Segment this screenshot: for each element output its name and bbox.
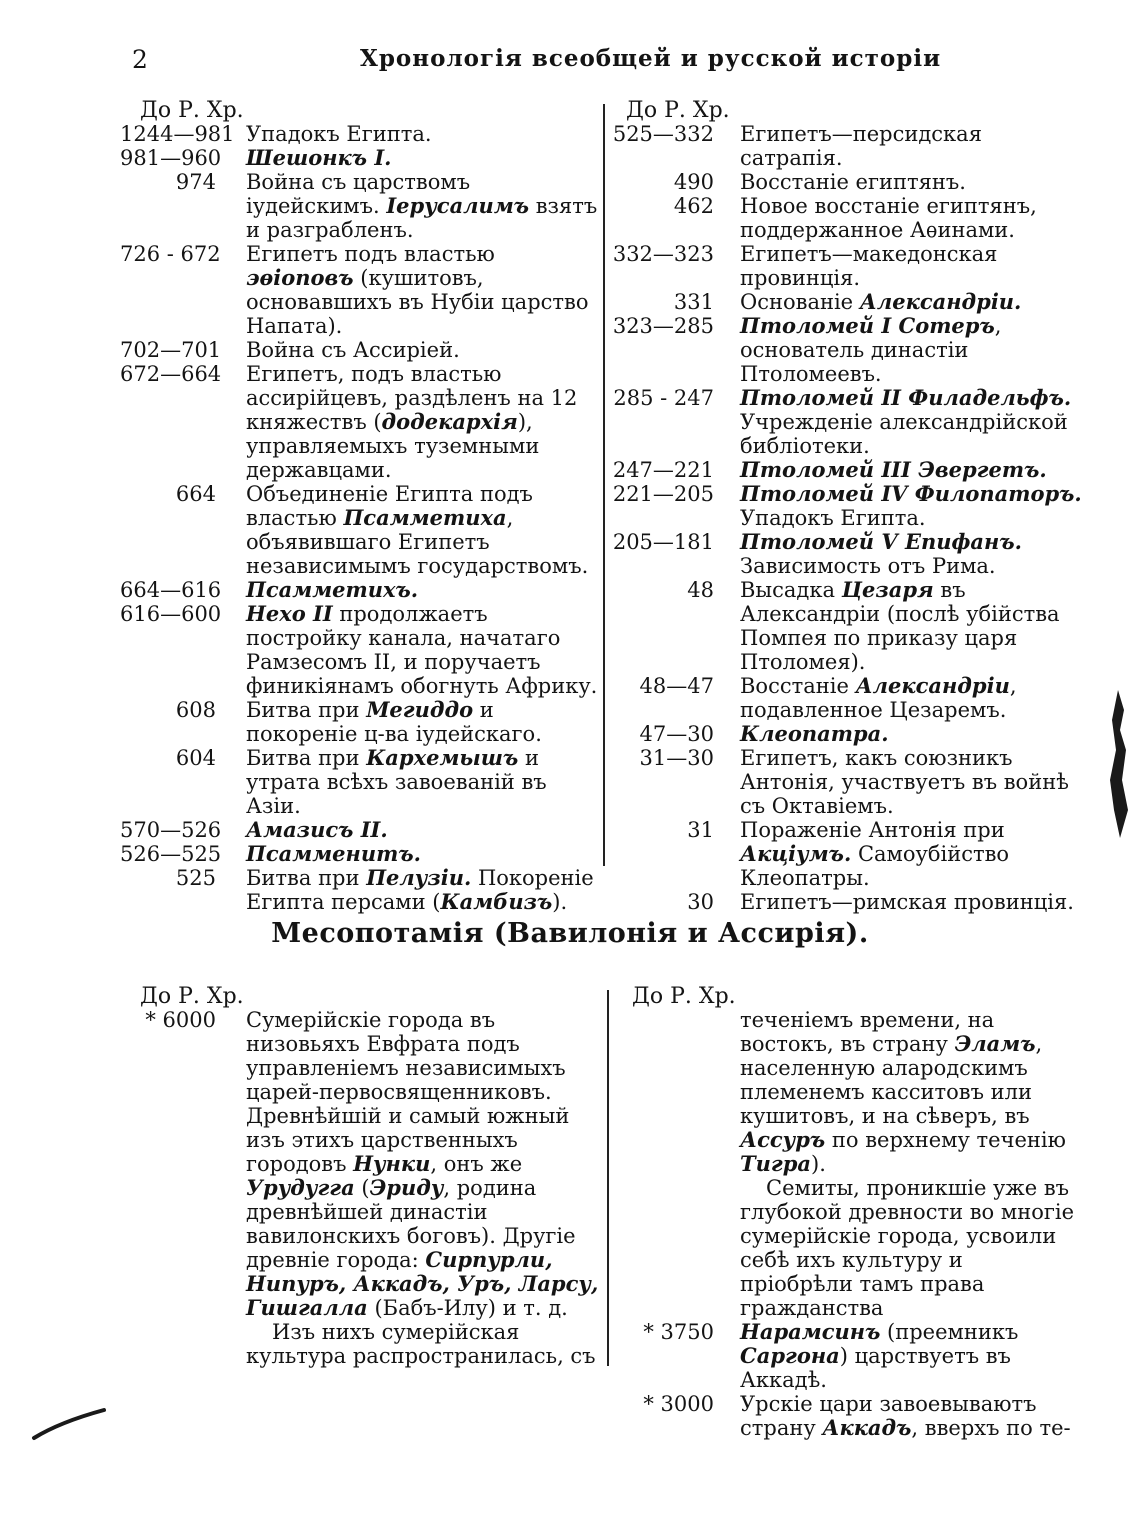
entry-text: Семиты, проникшіе уже въ глубокой древности во многіе сумерійскіе города, усвоили себѣ ихъ культуру и пріобрѣли тамъ права гражданства bbox=[740, 1176, 1075, 1320]
chronology-entry bbox=[120, 578, 600, 602]
entry-date: 1244—981 bbox=[120, 122, 235, 146]
entry-date: 332—323 bbox=[612, 242, 714, 266]
meso-left-column-label: До Р. Хр. bbox=[140, 984, 244, 1009]
chronology-entry bbox=[612, 458, 1082, 482]
meso-column-rule bbox=[607, 990, 609, 1366]
entry-text: Клеопатра. bbox=[740, 721, 889, 746]
chronology-entry bbox=[120, 602, 600, 698]
chronology-entry bbox=[612, 1392, 1082, 1440]
ink-smudge-mark bbox=[1098, 690, 1138, 840]
chronology-entry bbox=[120, 482, 600, 578]
entry-date: 726 - 672 bbox=[120, 242, 221, 266]
entry-date: 604 bbox=[175, 746, 216, 770]
egypt-left-column-label: До Р. Хр. bbox=[140, 98, 244, 123]
chronology-entry bbox=[120, 170, 600, 242]
entry-date: * 6000 bbox=[145, 1008, 216, 1032]
chronology-entry bbox=[612, 290, 1082, 314]
entry-text: Война съ царствомъ іудейскимъ. Іерусалимъ взятъ и разграбленъ. bbox=[246, 170, 598, 242]
entry-date: 30 bbox=[687, 890, 714, 914]
entry-date: 48 bbox=[687, 578, 714, 602]
entry-date: 672—664 bbox=[120, 362, 222, 386]
entry-date: 323—285 bbox=[612, 314, 714, 338]
entry-text: Битва при Пелузіи. Покореніе Египта персами (Камбизъ). bbox=[246, 865, 594, 914]
entry-text: Птоломей IV Филопаторъ. Упадокъ Египта. bbox=[740, 481, 1082, 530]
entry-date: 462 bbox=[673, 194, 714, 218]
chronology-entry bbox=[120, 698, 600, 746]
entry-date: * 3750 bbox=[643, 1320, 714, 1344]
entry-date: 981—960 bbox=[120, 146, 222, 170]
egypt-left-column bbox=[120, 122, 600, 914]
running-head: Хронологія всеобщей и русской исторіи bbox=[360, 45, 942, 72]
entry-text: Египетъ—персидская сатрапія. bbox=[740, 122, 982, 170]
meso-left-column bbox=[120, 1008, 600, 1368]
entry-text: Упадокъ Египта. bbox=[246, 122, 432, 146]
entry-date: 48—47 bbox=[639, 674, 714, 698]
egypt-right-column-label: До Р. Хр. bbox=[626, 98, 730, 123]
entry-text: Основаніе Александріи. bbox=[740, 289, 1022, 314]
chronology-entry bbox=[612, 314, 1082, 386]
chronology-entry bbox=[612, 122, 1082, 170]
entry-date: 331 bbox=[673, 290, 714, 314]
entry-text: Египетъ—римская провинція. bbox=[740, 890, 1074, 914]
entry-text: Война съ Ассиріей. bbox=[246, 338, 460, 362]
chronology-entry bbox=[612, 890, 1082, 914]
chronology-entry bbox=[120, 842, 600, 866]
chronology-entry bbox=[120, 122, 600, 146]
chronology-entry bbox=[612, 386, 1082, 458]
chronology-entry bbox=[612, 1008, 1082, 1176]
chronology-entry bbox=[120, 146, 600, 170]
entry-date: * 3000 bbox=[643, 1392, 714, 1416]
entry-date: 205—181 bbox=[612, 530, 714, 554]
chronology-entry bbox=[612, 674, 1082, 722]
entry-date: 47—30 bbox=[639, 722, 714, 746]
entry-text: Птоломей III Эвергетъ. bbox=[740, 457, 1047, 482]
chronology-entry bbox=[612, 746, 1082, 818]
egypt-column-rule bbox=[603, 104, 605, 866]
entry-text: Птоломей V Епифанъ. Зависимость отъ Рима. bbox=[740, 529, 1022, 578]
entry-text: Нарамсинъ (преемникъ Саргона) царствуетъ въ Аккадѣ. bbox=[740, 1319, 1019, 1392]
entry-text: Урскіе цари завоевываютъ страну Аккадъ, вверхъ по те- bbox=[740, 1392, 1071, 1440]
entry-text: Египетъ подъ властью эѳіоповъ (кушитовъ, основавшихъ въ Нубіи царство Напата). bbox=[246, 242, 589, 338]
entry-text: теченіемъ времени, на востокъ, въ страну Эламъ, населенную алародскимъ племенемъ касситовъ или кушитовъ, и на сѣверъ, въ Ассуръ по верхнему теченію Тигра). bbox=[740, 1008, 1066, 1176]
entry-text: Сумерійскіе города въ низовьяхъ Евфрата подъ управленіемъ независимыхъ царей-первосвященниковъ. Древнѣйшій и самый южный изъ этихъ царственныхъ городовъ Нунки, онъ же Урудугга (Эриду, родина древнѣйшей династіи вавилонскихъ боговъ). Другіе древніе города: Сирпурли, Нипуръ, Аккадъ, Уръ, Ларсу, Гишгалла (Бабъ-Илу) и т. д. bbox=[246, 1008, 599, 1320]
chronology-entry bbox=[612, 722, 1082, 746]
entry-date: 31—30 bbox=[639, 746, 714, 770]
entry-date: 974 bbox=[175, 170, 216, 194]
entry-date: 285 - 247 bbox=[613, 386, 714, 410]
entry-text: Египетъ—македонская провинція. bbox=[740, 242, 998, 290]
entry-date: 664—616 bbox=[120, 578, 222, 602]
entry-date: 525—332 bbox=[612, 122, 714, 146]
entry-text: Египетъ, подъ властью ассирійцевъ, раздѣленъ на 12 княжествъ (додекархія), управляемыхъ туземными державцами. bbox=[246, 362, 578, 482]
entry-text: Птоломей II Филадельфъ. Учрежденіе александрійской библіотеки. bbox=[740, 385, 1072, 458]
chronology-entry bbox=[612, 818, 1082, 890]
chronology-entry bbox=[120, 362, 600, 482]
entry-date: 525 bbox=[175, 866, 216, 890]
entry-date: 664 bbox=[175, 482, 216, 506]
entry-text: Высадка Цезаря въ Александріи (послѣ убійства Помпея по приказу царя Птоломея). bbox=[740, 577, 1060, 674]
entry-date: 616—600 bbox=[120, 602, 222, 626]
entry-text: Битва при Кархемышъ и утрата всѣхъ завоеваній въ Азіи. bbox=[246, 745, 547, 818]
entry-date: 221—205 bbox=[612, 482, 714, 506]
entry-text: Псамменитъ. bbox=[246, 841, 421, 866]
entry-text: Птоломей I Сотеръ, основатель династіи Птоломеевъ. bbox=[740, 313, 1002, 386]
entry-text: Объединеніе Египта подъ властью Псамметиха, объявившаго Египетъ независимымъ государствомъ. bbox=[246, 482, 589, 578]
entry-date: 526—525 bbox=[120, 842, 222, 866]
entry-text: Битва при Мегиддо и покореніе ц-ва іудейскаго. bbox=[246, 697, 542, 746]
entry-text: Восстаніе Александріи, подавленное Цезаремъ. bbox=[740, 673, 1017, 722]
entry-text: Восстаніе египтянъ. bbox=[740, 170, 966, 194]
entry-text: Изъ нихъ сумерійская культура распространилась, съ bbox=[246, 1320, 596, 1368]
entry-text: Псамметихъ. bbox=[246, 577, 419, 602]
chronology-entry bbox=[120, 746, 600, 818]
chronology-entry bbox=[120, 242, 600, 338]
entry-text: Пораженіе Антонія при Акціумъ. Самоубійство Клеопатры. bbox=[740, 818, 1010, 890]
entry-date: 490 bbox=[673, 170, 714, 194]
chronology-entry bbox=[612, 170, 1082, 194]
egypt-right-column bbox=[612, 122, 1082, 914]
entry-date: 247—221 bbox=[612, 458, 714, 482]
chronology-entry bbox=[612, 1320, 1082, 1392]
chronology-entry bbox=[612, 530, 1082, 578]
chronology-entry bbox=[612, 242, 1082, 290]
section-title: Месопотамія (Вавилонія и Ассирія). bbox=[271, 918, 869, 949]
entry-date: 702—701 bbox=[120, 338, 222, 362]
chronology-entry bbox=[120, 866, 600, 914]
meso-right-column-label: До Р. Хр. bbox=[632, 984, 736, 1009]
entry-text: Нехо II продолжаетъ постройку канала, начатаго Рамзесомъ II, и поручаетъ финикіянамъ обогнуть Африку. bbox=[246, 601, 598, 698]
entry-date: 31 bbox=[687, 818, 714, 842]
chronology-entry bbox=[612, 482, 1082, 530]
entry-text: Новое восстаніе египтянъ, поддержанное Аѳинами. bbox=[740, 194, 1037, 242]
chronology-entry bbox=[120, 1320, 600, 1368]
chronology-entry bbox=[612, 194, 1082, 242]
ink-stroke-mark bbox=[30, 1400, 110, 1450]
chronology-entry bbox=[120, 818, 600, 842]
chronology-entry bbox=[120, 1008, 600, 1320]
entry-text: Египетъ, какъ союзникъ Антонія, участвуетъ въ войнѣ съ Октавіемъ. bbox=[740, 746, 1069, 818]
chronology-entry bbox=[612, 578, 1082, 674]
page-number: 2 bbox=[132, 45, 148, 74]
chronology-entry bbox=[120, 338, 600, 362]
entry-date: 570—526 bbox=[120, 818, 222, 842]
chronology-entry bbox=[612, 1176, 1082, 1320]
entry-text: Амазисъ II. bbox=[246, 817, 388, 842]
entry-text: Шешонкъ I. bbox=[246, 145, 392, 170]
entry-date: 608 bbox=[175, 698, 216, 722]
meso-right-column bbox=[612, 1008, 1082, 1440]
